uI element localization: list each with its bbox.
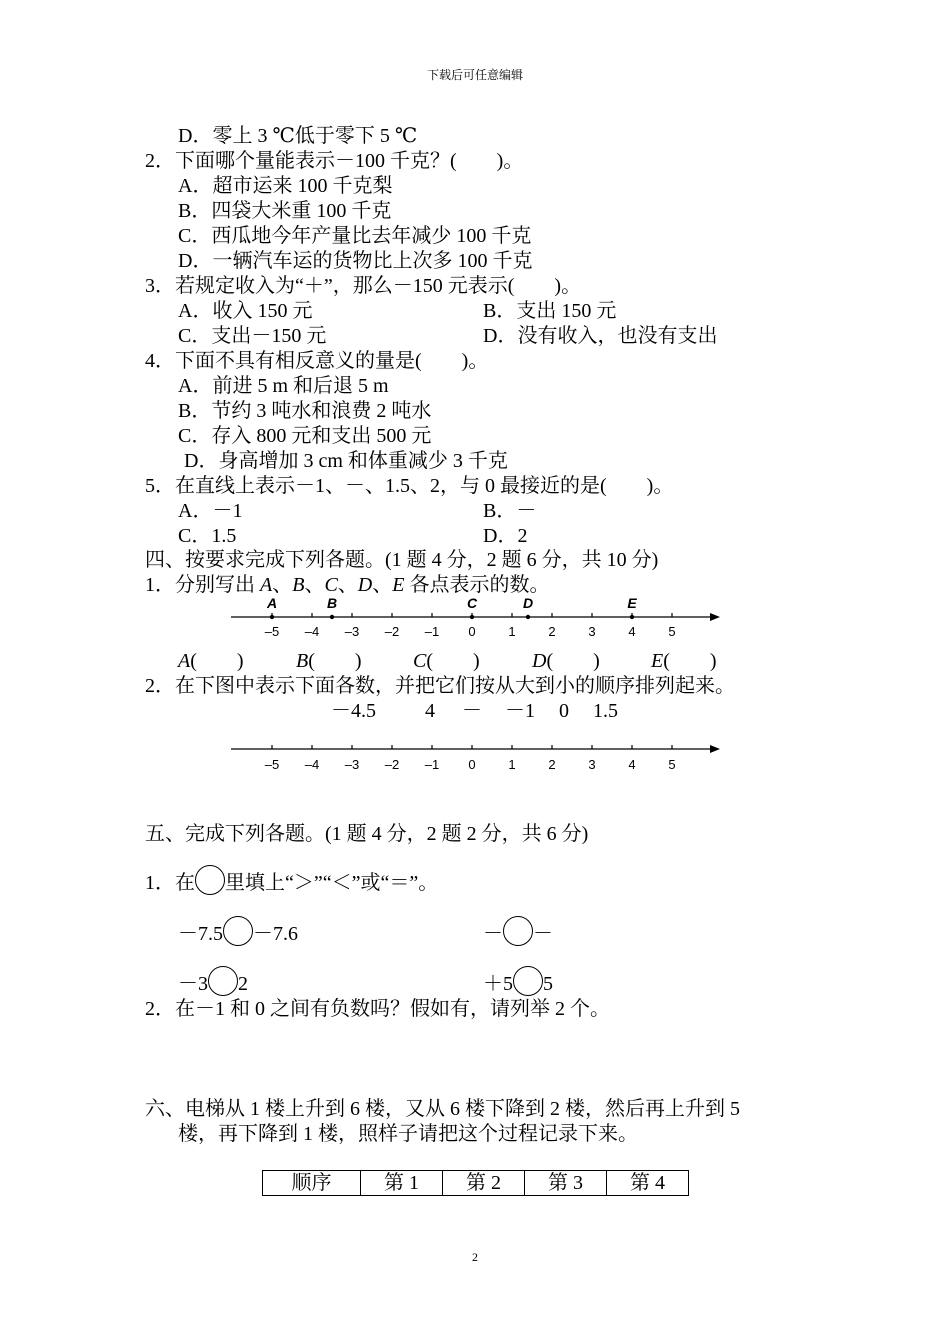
compare-circle-blank[interactable] bbox=[208, 966, 238, 996]
page-header: 下载后可任意编辑 bbox=[426, 68, 523, 82]
tick-label: –3 bbox=[344, 624, 360, 639]
q3-option-d: D．没有收入，也没有支出 bbox=[483, 325, 718, 347]
section-6-line-2: 楼，再下降到 1 楼，照样子请把这个过程记录下来。 bbox=[178, 1123, 638, 1145]
point-c bbox=[470, 615, 474, 619]
q5-option-d: D．2 bbox=[483, 525, 528, 547]
axis-arrow bbox=[710, 745, 720, 753]
point-d bbox=[526, 615, 530, 619]
section-4-q2: 2．在下图中表示下面各数，并把它们按从大到小的顺序排列起来。 bbox=[145, 675, 735, 697]
q2-option-a: A．超市运来 100 千克梨 bbox=[178, 175, 393, 197]
q2-stem: 2．下面哪个量能表示－100 千克？( )。 bbox=[145, 150, 524, 172]
q4-option-a: A．前进 5 m 和后退 5 m bbox=[178, 375, 389, 397]
number-item: －1 bbox=[505, 700, 535, 722]
q4-option-b: B．节约 3 吨水和浪费 2 吨水 bbox=[178, 400, 432, 422]
point-label-b: B bbox=[326, 595, 338, 611]
tick-label: 3 bbox=[588, 624, 596, 639]
compare-circle-icon bbox=[195, 865, 225, 895]
q3-option-b: B．支出 150 元 bbox=[483, 300, 617, 322]
section-4-title: 四、按要求完成下列各题。(1 题 4 分，2 题 6 分，共 10 分) bbox=[145, 549, 659, 571]
number-item: 1.5 bbox=[593, 700, 618, 722]
table-header-cell: 第 1 bbox=[361, 1171, 443, 1196]
tick-label: –1 bbox=[424, 757, 440, 772]
q5-option-b: B．－ bbox=[483, 500, 537, 522]
number-item: － bbox=[462, 700, 482, 722]
q5-option-c: C．1.5 bbox=[178, 525, 237, 547]
table-row bbox=[263, 1171, 689, 1196]
section-5-title: 五、完成下列各题。(1 题 4 分，2 题 2 分，共 6 分) bbox=[145, 823, 589, 845]
tick-label: 4 bbox=[628, 757, 636, 772]
point-label-c: C bbox=[466, 595, 478, 611]
q2-option-b: B．四袋大米重 100 千克 bbox=[178, 200, 392, 222]
tick-label: 3 bbox=[588, 757, 596, 772]
point-b bbox=[330, 615, 334, 619]
number-item: 4 bbox=[425, 700, 435, 722]
point-label-a: A bbox=[266, 595, 278, 611]
page-number: 2 bbox=[472, 1250, 478, 1264]
tick-label: 4 bbox=[628, 624, 636, 639]
tick-label: –5 bbox=[264, 624, 280, 639]
tick-label: 0 bbox=[468, 624, 476, 639]
answer-e: E( ) bbox=[651, 650, 717, 672]
q4-option-d: D．身高增加 3 cm 和体重减少 3 千克 bbox=[184, 450, 508, 472]
compare-item-4: ＋5 5 bbox=[483, 966, 553, 997]
point-e bbox=[630, 615, 634, 619]
point-a bbox=[270, 615, 274, 619]
compare-item-2: － － bbox=[483, 916, 553, 947]
table-header-cell: 第 3 bbox=[525, 1171, 607, 1196]
tick-label: –2 bbox=[384, 624, 400, 639]
q5-option-a: A．－1 bbox=[178, 500, 243, 522]
compare-circle-blank[interactable] bbox=[223, 916, 253, 946]
compare-circle-blank[interactable] bbox=[503, 916, 533, 946]
axis-arrow bbox=[710, 613, 720, 621]
number-line-1 bbox=[0, 590, 950, 645]
answer-c: C( ) bbox=[413, 650, 480, 672]
number-item: －4.5 bbox=[331, 700, 376, 722]
q2-option-c: C．西瓜地今年产量比去年减少 100 千克 bbox=[178, 225, 532, 247]
compare-item-1: －7.5 －7.6 bbox=[178, 916, 298, 947]
table-header-cell: 顺序 bbox=[263, 1171, 361, 1196]
answer-a: A( ) bbox=[178, 650, 244, 672]
compare-circle-blank[interactable] bbox=[513, 966, 543, 996]
tick-label: 5 bbox=[668, 624, 676, 639]
table-header-cell: 第 4 bbox=[607, 1171, 689, 1196]
tick-label: 2 bbox=[548, 757, 556, 772]
tick-label: –1 bbox=[424, 624, 440, 639]
answer-d: D( ) bbox=[532, 650, 600, 672]
tick-label: –3 bbox=[344, 757, 360, 772]
tick-label: 1 bbox=[508, 624, 516, 639]
sequence-table bbox=[262, 1170, 689, 1196]
table-header-cell: 第 2 bbox=[443, 1171, 525, 1196]
compare-item-3: －3 2 bbox=[178, 966, 248, 997]
tick-label: 2 bbox=[548, 624, 556, 639]
point-label-d: D bbox=[522, 595, 534, 611]
section-6-line-1: 六、电梯从 1 楼上升到 6 楼，又从 6 楼下降到 2 楼，然后再上升到 5 bbox=[145, 1098, 740, 1120]
tick-label: 1 bbox=[508, 757, 516, 772]
number-item: 0 bbox=[559, 700, 569, 722]
tick-label: –5 bbox=[264, 757, 280, 772]
q4-option-c: C．存入 800 元和支出 500 元 bbox=[178, 425, 432, 447]
q3-stem: 3．若规定收入为“＋”，那么－150 元表示( )。 bbox=[145, 275, 582, 297]
q5-stem: 5．在直线上表示－1、－、1.5、2，与 0 最接近的是( )。 bbox=[145, 475, 674, 497]
section-4-q1: 1．分别写出 A、B、C、D、E 各点表示的数。 bbox=[145, 574, 550, 596]
section-5-q1: 1．在 里填上“＞”“＜”或“＝”。 bbox=[145, 865, 438, 896]
q1-option-d: D．零上 3 ℃低于零下 5 ℃ bbox=[178, 125, 418, 147]
tick-label: –2 bbox=[384, 757, 400, 772]
answer-b: B( ) bbox=[296, 650, 362, 672]
q3-option-c: C．支出－150 元 bbox=[178, 325, 327, 347]
tick-label: 0 bbox=[468, 757, 476, 772]
tick-label: –4 bbox=[304, 757, 320, 772]
tick-label: 5 bbox=[668, 757, 676, 772]
number-line-2 bbox=[0, 735, 950, 780]
q3-option-a: A．收入 150 元 bbox=[178, 300, 313, 322]
tick-label: –4 bbox=[304, 624, 320, 639]
point-label-e: E bbox=[627, 595, 637, 611]
section-5-q2: 2．在－1 和 0 之间有负数吗？假如有，请列举 2 个。 bbox=[145, 998, 610, 1020]
q4-stem: 4．下面不具有相反意义的量是( )。 bbox=[145, 350, 489, 372]
q2-option-d: D．一辆汽车运的货物比上次多 100 千克 bbox=[178, 250, 533, 272]
